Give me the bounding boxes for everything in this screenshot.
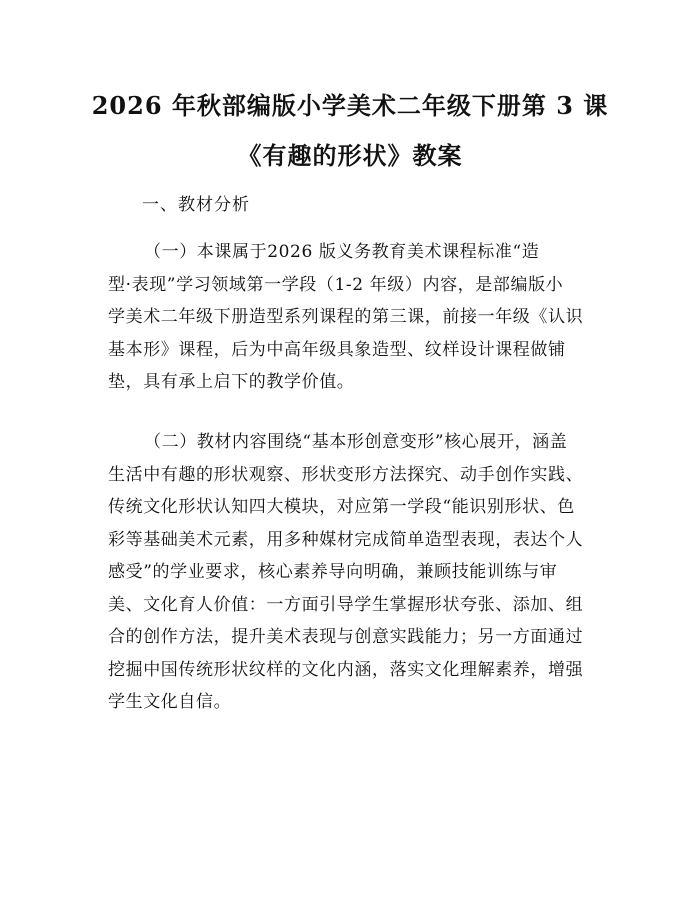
paragraph-line: 感受”的学业要求，核心素养导向明确，兼顾技能训练与审 (108, 562, 558, 582)
paragraph-line: 基本形》课程，后为中高年级具象造型、纹样设计课程做铺 (108, 339, 566, 360)
document-title-line-1: 2026 年秋部编版小学美术二年级下册第 3 课 (91, 91, 609, 120)
paragraph-line: 学生文化自信。 (108, 692, 232, 712)
paragraph-line: （一）本课属于2026 版义务教育美术课程标准“造 (144, 242, 540, 262)
paragraph-line: （二）教材内容围绕“基本形创意变形”核心展开，涵盖 (144, 432, 568, 452)
paragraph-line: 挖掘中国传统形状纹样的文化内涵，落实文化理解素养，增强 (108, 659, 584, 680)
paragraph-line: 垫，具有承上启下的教学价值。 (108, 372, 355, 392)
paragraph-line: 型·表现”学习领域第一学段（1-2 年级）内容，是部编版小 (108, 274, 564, 295)
paragraph-line: 学美术二年级下册造型系列课程的第三课，前接一年级《认识 (108, 307, 584, 327)
paragraph-line: 彩等基础美术元素，用多种媒材完成简单造型表现，表达个人 (108, 529, 584, 550)
paragraph-line: 生活中有趣的形状观察、形状变形方法探究、动手创作实践、 (108, 464, 584, 485)
paragraph-line: 美、文化育人价值：一方面引导学生掌握形状夸张、添加、组 (108, 594, 584, 615)
paragraph-line: 合的创作方法，提升美术表现与创意实践能力；另一方面通过 (108, 627, 584, 647)
section-heading: 一、教材分析 (142, 195, 250, 215)
paragraph-2 (108, 426, 608, 719)
document-title-line-2: 《有趣的形状》教案 (237, 141, 463, 170)
paragraph-line: 传统文化形状认知四大模块，对应第一学段“能识别形状、色 (108, 497, 575, 517)
paragraph-1 (108, 236, 608, 399)
